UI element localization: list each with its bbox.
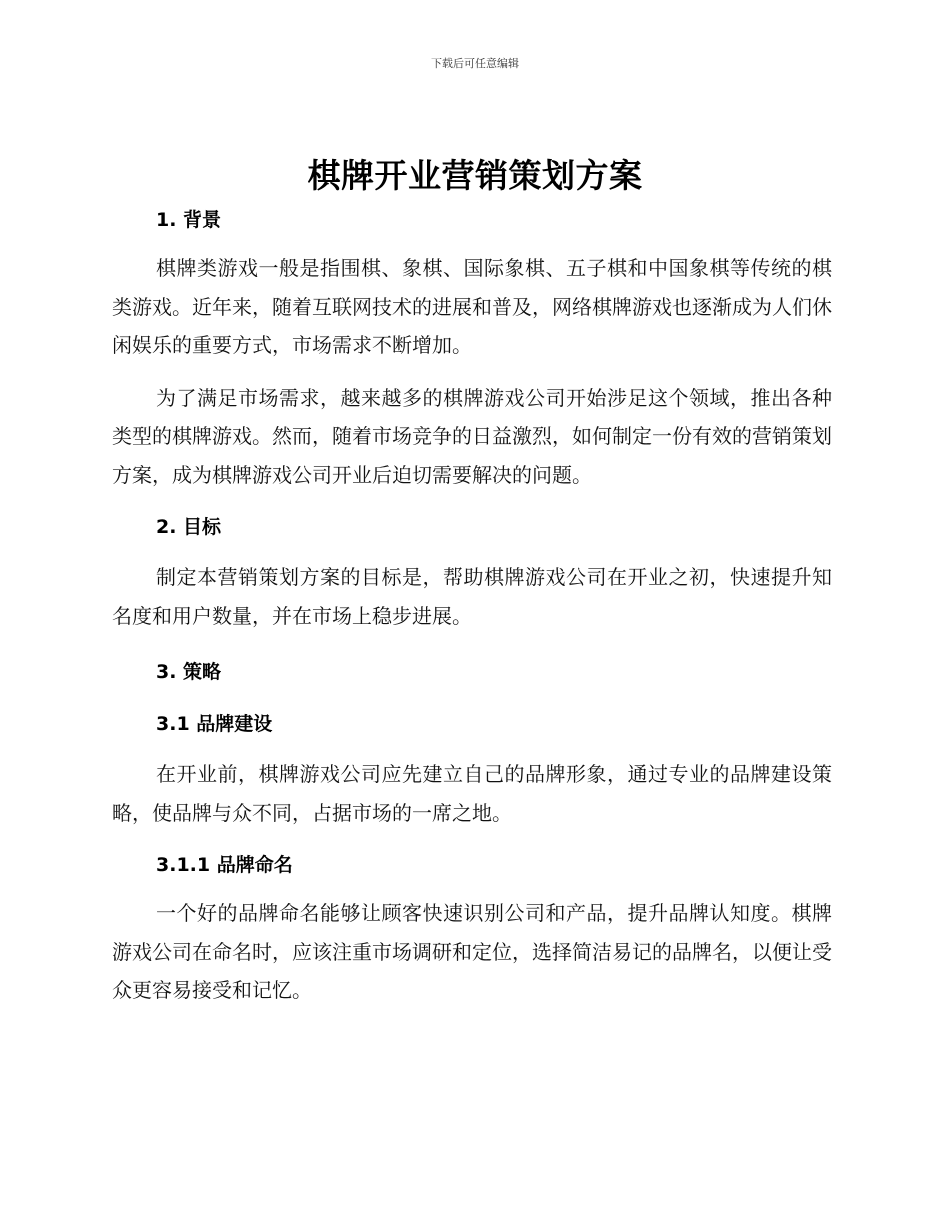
paragraph-background-1: 棋牌类游戏一般是指围棋、象棋、国际象棋、五子棋和中国象棋等传统的棋类游戏。近年来，随着互联网技术的进展和普及，网络棋牌游戏也逐渐成为人们休闲娱乐的重要方式，市场需求不断增加。 <box>112 256 832 357</box>
page-header-note: 下载后可任意编辑 <box>431 57 519 70</box>
section-heading-strategy: 3. 策略 <box>156 661 222 683</box>
section-heading-brand-building: 3.1 品牌建设 <box>156 713 273 735</box>
document-body <box>112 203 832 1010</box>
paragraph-brand-building-1: 在开业前，棋牌游戏公司应先建立自己的品牌形象，通过专业的品牌建设策略，使品牌与众不同，占据市场的一席之地。 <box>112 762 832 825</box>
paragraph-background-2: 为了满足市场需求，越来越多的棋牌游戏公司开始涉足这个领域，推出各种类型的棋牌游戏。然而，随着市场竞争的日益激烈，如何制定一份有效的营销策划方案，成为棋牌游戏公司开业后迫切需要解决的问题。 <box>112 385 832 487</box>
document-title: 棋牌开业营销策划方案 <box>307 156 643 195</box>
paragraph-brand-naming-1: 一个好的品牌命名能够让顾客快速识别公司和产品，提升品牌认知度。棋牌游戏公司在命名时，应该注重市场调研和定位，选择简洁易记的品牌名，以便让受众更容易接受和记忆。 <box>112 901 832 1002</box>
section-heading-goal: 2. 目标 <box>156 516 222 538</box>
section-heading-background: 1. 背景 <box>156 209 222 231</box>
paragraph-goal-1: 制定本营销策划方案的目标是，帮助棋牌游戏公司在开业之初，快速提升知名度和用户数量，并在市场上稳步进展。 <box>112 565 832 628</box>
section-heading-brand-naming: 3.1.1 品牌命名 <box>156 854 293 876</box>
